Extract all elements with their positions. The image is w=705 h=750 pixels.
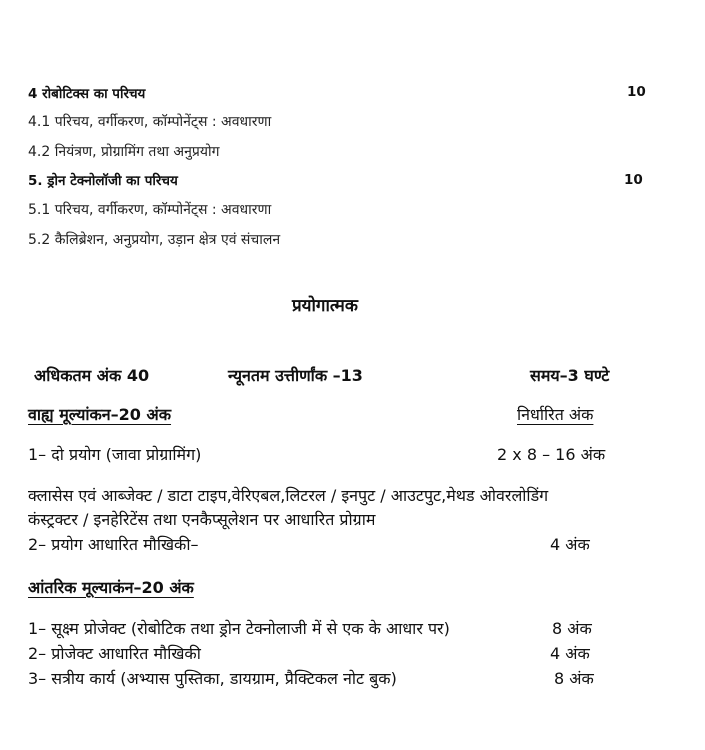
external-item-2-marks: 4 अंक xyxy=(550,535,590,554)
internal-eval-heading: आंतरिक मूल्याकंन–20 अंक xyxy=(28,578,194,597)
subtopic-5-2: 5.2 कैलिब्रेशन, अनुप्रयोग, उड़ान क्षेत्र एवं संचालन xyxy=(28,232,281,248)
internal-item-1: 1– सूक्ष्म प्रोजेक्ट (रोबोटिक तथा ड्रोन टेक्नोलाजी में से एक के आधार पर) xyxy=(28,619,450,638)
subtopic-5-1: 5.1 परिचय, वर्गीकरण, कॉम्पोनेंट्स : अवधारणा xyxy=(28,202,272,218)
subtopic-4-1: 4.1 परिचय, वर्गीकरण, कॉम्पोनेंट्स : अवधारणा xyxy=(28,114,272,130)
external-eval-heading: वाह्य मूल्यांकन–20 अंक xyxy=(28,405,172,424)
unit-5-title: 5. ड्रोन टेक्नोलॉजी का परिचय xyxy=(28,173,178,189)
external-item-1-marks: 2 x 8 – 16 अंक xyxy=(497,445,606,464)
internal-item-1-marks: 8 अंक xyxy=(552,619,592,638)
unit-4-marks: 10 xyxy=(627,84,646,100)
program-topics-line-1: क्लासेस एवं आब्जेक्ट / डाटा टाइप,वेरिएबल,लिटरल / इनपुट / आउटपुट,मेथड ओवरलोडिंग xyxy=(28,486,549,505)
allotted-marks-label: निर्धारित अंक xyxy=(517,405,594,424)
practical-heading: प्रयोगात्मक xyxy=(292,296,358,316)
internal-item-2: 2– प्रोजेक्ट आधारित मौखिकी xyxy=(28,644,201,663)
min-pass-marks: न्यूनतम उत्तीर्णांक –13 xyxy=(228,366,363,385)
exam-time: समय–3 घण्टे xyxy=(530,366,610,385)
internal-item-3: 3– सत्रीय कार्य (अभ्यास पुस्तिका, डायग्राम, प्रैक्टिकल नोट बुक) xyxy=(28,669,397,688)
program-topics-line-2: कंस्ट्रक्टर / इनहेरिटेंस तथा एनकैप्सूलेशन पर आधारित प्रोग्राम xyxy=(28,510,376,529)
subtopic-4-2: 4.2 नियंत्रण, प्रोग्रामिंग तथा अनुप्रयोग xyxy=(28,144,220,160)
external-item-2: 2– प्रयोग आधारित मौखिकी– xyxy=(28,535,199,554)
unit-4-title: 4 रोबोटिक्स का परिचय xyxy=(28,86,146,102)
external-item-1: 1– दो प्रयोग (जावा प्रोग्रामिंग) xyxy=(28,445,202,464)
internal-item-3-marks: 8 अंक xyxy=(554,669,594,688)
internal-item-2-marks: 4 अंक xyxy=(550,644,590,663)
unit-5-marks: 10 xyxy=(624,172,643,188)
max-marks: अधिकतम अंक 40 xyxy=(34,366,150,385)
